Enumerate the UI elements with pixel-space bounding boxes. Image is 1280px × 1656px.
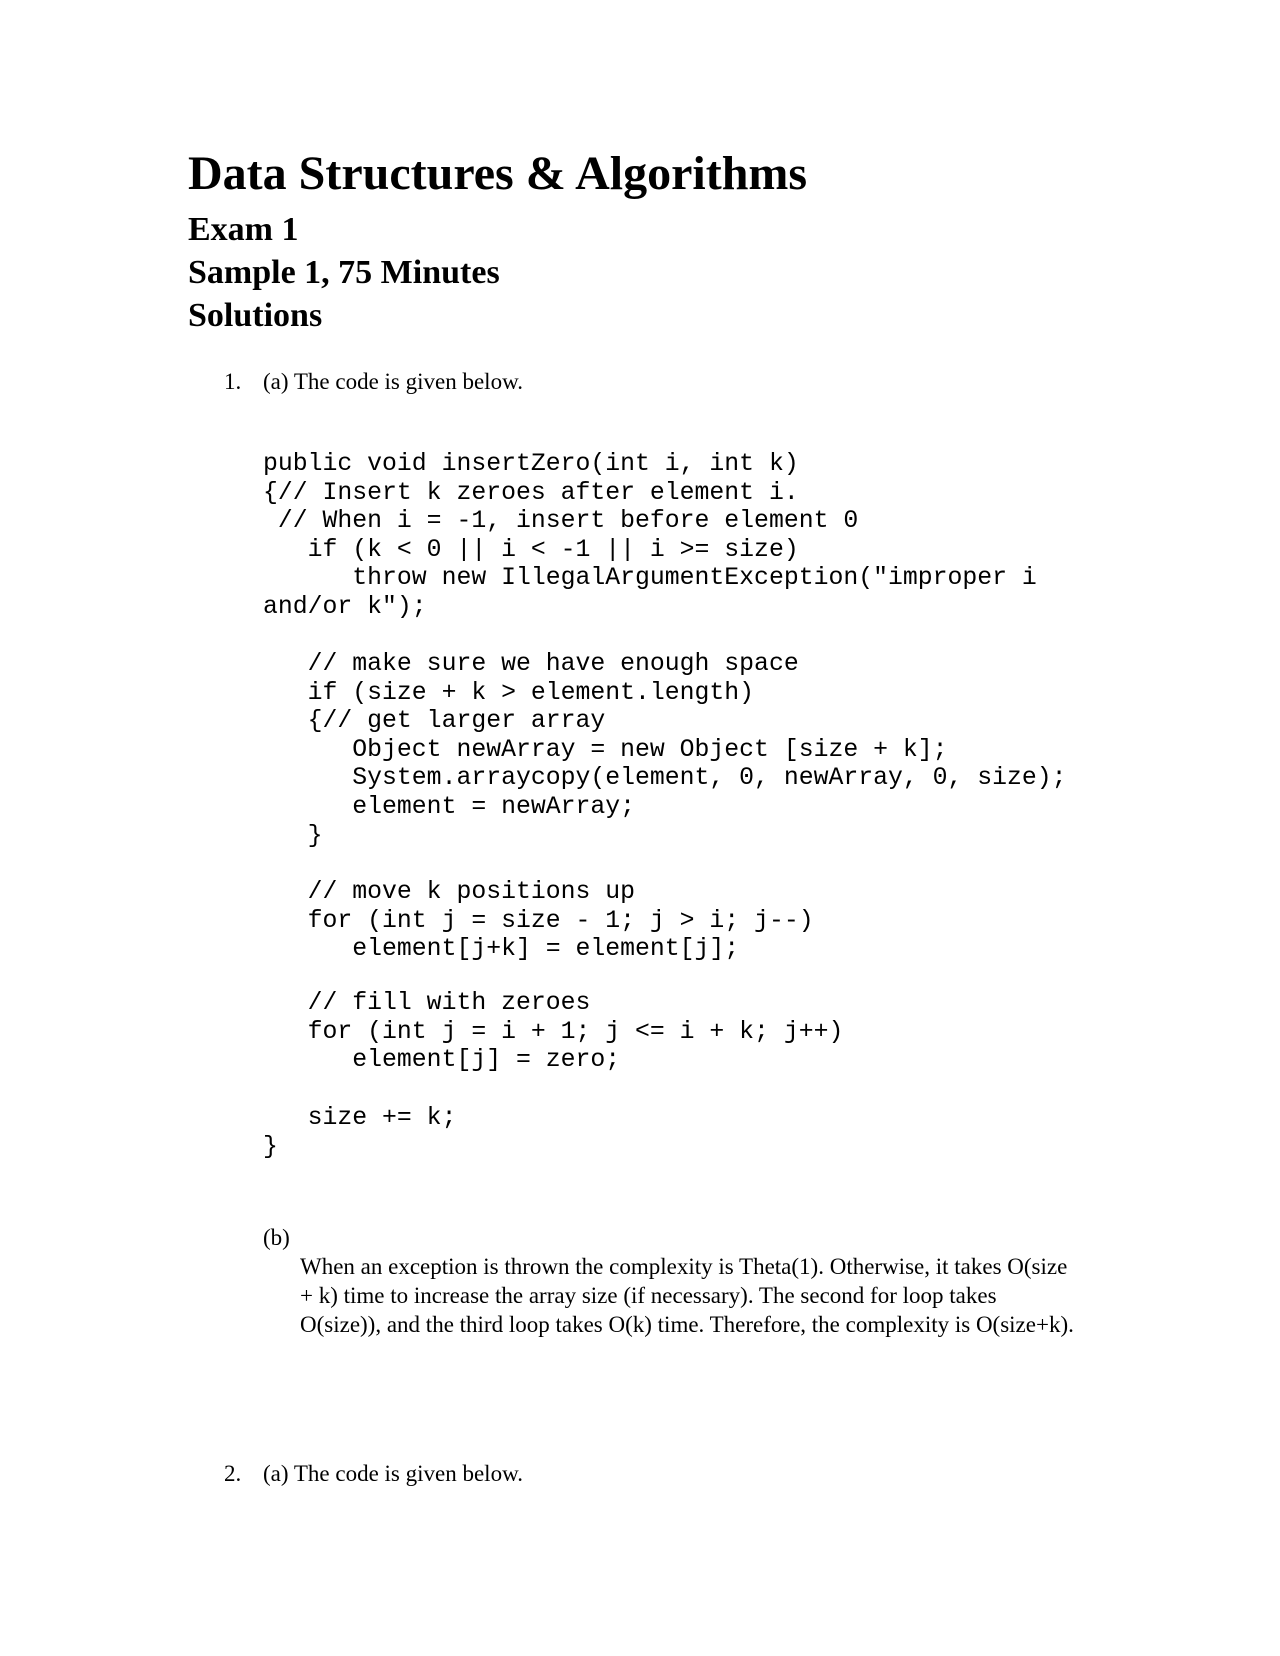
code-block — [263, 1104, 456, 1161]
code-line: } — [263, 821, 323, 850]
code-line: if (size + k > element.length) — [263, 678, 755, 707]
code-line: {// get larger array — [263, 707, 606, 736]
question-part-a-text: (a) The code is given below. — [263, 369, 523, 394]
code-line: // move k positions up — [263, 878, 636, 906]
exam-subtitle: Exam 1 — [188, 211, 299, 248]
code-line: // fill with zeroes — [263, 989, 591, 1017]
solutions-subtitle: Solutions — [188, 297, 323, 334]
question-number: 1. — [224, 369, 242, 394]
page-title: Data Structures & Algorithms — [188, 147, 808, 200]
code-block — [263, 989, 843, 1075]
question-part-b-answer: When an exception is thrown the complexity is Theta(1). Otherwise, it takes O(size + k) time to increase the array size (if necessary). The second for loop takes O(size)), and the third loop takes O(k) time. Therefore, the complexity is O(size+k). — [300, 1254, 1074, 1337]
code-line: Object newArray = new Object [size + k]; — [263, 735, 948, 764]
code-line: for (int j = size - 1; j > i; j--) — [263, 906, 814, 935]
code-line: throw new IllegalArgumentException("improper i — [263, 564, 1037, 593]
code-line: size += k; — [263, 1104, 457, 1132]
question-part-a-text: (a) The code is given below. — [263, 1461, 523, 1486]
code-line: if (k < 0 || i < -1 || i >= size) — [263, 535, 799, 564]
code-line: element = newArray; — [263, 792, 636, 821]
question-number: 2. — [224, 1461, 242, 1486]
code-line: element[j] = zero; — [263, 1046, 621, 1075]
code-line: // When i = -1, insert before element 0 — [263, 507, 859, 536]
code-line: element[j+k] = element[j]; — [263, 935, 740, 964]
code-line: } — [263, 1132, 278, 1161]
code-line: {// Insert k zeroes after element i. — [263, 478, 799, 507]
code-block — [263, 878, 814, 964]
sample-subtitle: Sample 1, 75 Minutes — [188, 254, 500, 291]
question-part-b-label: (b) — [263, 1225, 290, 1250]
code-line: and/or k"); — [263, 592, 427, 621]
code-line: public void insertZero(int i, int k) — [263, 450, 799, 478]
code-line: System.arraycopy(element, 0, newArray, 0, size); — [263, 764, 1067, 793]
code-block — [263, 650, 1067, 850]
code-block — [263, 450, 1037, 622]
code-line: for (int j = i + 1; j <= i + k; j++) — [263, 1017, 844, 1046]
code-line: // make sure we have enough space — [263, 650, 799, 678]
